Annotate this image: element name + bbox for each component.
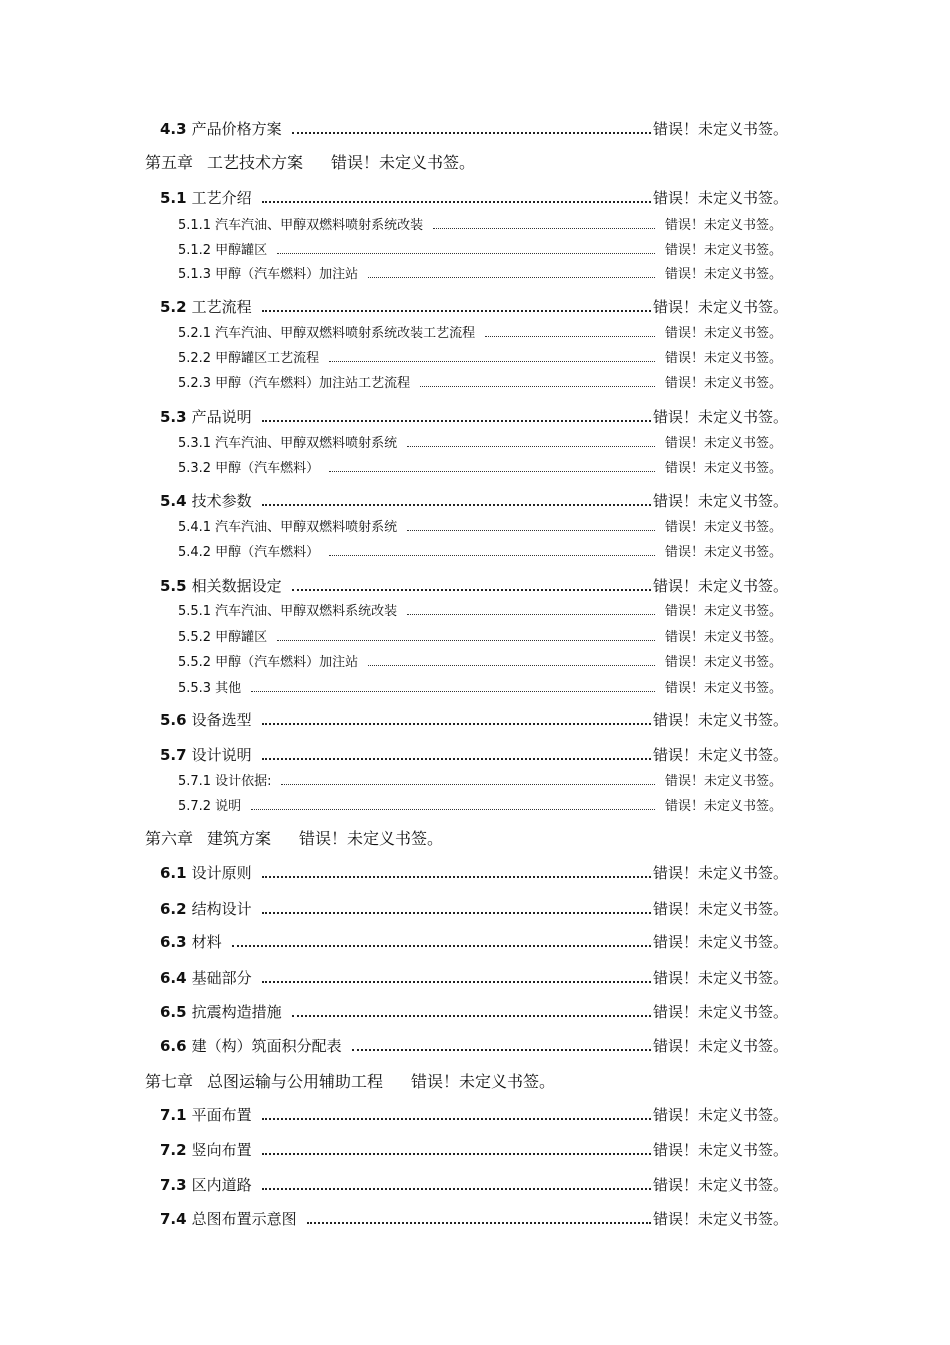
section-title: 技术参数 xyxy=(191,492,252,510)
section-title: 汽车汽油、甲醇双燃料喷射系统 xyxy=(215,436,398,451)
dot-leader xyxy=(262,504,651,506)
page-reference: 错误！未定义书签。 xyxy=(664,655,782,670)
section-title: 产品说明 xyxy=(191,408,252,426)
section-title: 设计说明 xyxy=(191,746,252,764)
page-reference: 错误！未定义书签。 xyxy=(652,577,788,595)
page-reference: 错误！未定义书签。 xyxy=(652,864,788,882)
page-reference: 错误！未定义书签。 xyxy=(652,492,788,510)
section-number: 6.5 xyxy=(160,1003,187,1021)
dot-leader xyxy=(485,336,655,337)
section-number: 5.4.1 xyxy=(178,520,212,535)
section-title: 结构设计 xyxy=(191,900,252,918)
toc-subsection[interactable] xyxy=(178,795,782,814)
page-reference: 错误！未定义书签。 xyxy=(664,799,782,814)
page-reference: 错误！未定义书签。 xyxy=(664,630,782,645)
section-number: 6.1 xyxy=(160,864,187,882)
toc-subsection[interactable] xyxy=(178,239,782,258)
toc-subsection[interactable] xyxy=(178,322,782,341)
dot-leader xyxy=(368,665,655,666)
section-number: 6.6 xyxy=(160,1037,187,1055)
dot-leader xyxy=(352,1049,651,1051)
toc-subsection[interactable] xyxy=(178,677,782,696)
toc-section[interactable] xyxy=(160,1139,788,1160)
section-number: 5.5 xyxy=(160,577,187,595)
page-reference: 错误！未定义书签。 xyxy=(664,604,782,619)
chapter-number: 第六章 xyxy=(145,829,194,848)
section-number: 5.1.2 xyxy=(178,243,212,258)
dot-leader xyxy=(262,876,651,878)
toc-section[interactable] xyxy=(160,931,788,952)
page-reference: 错误！未定义书签。 xyxy=(652,711,788,729)
section-title: 甲醇（汽车燃料）加注站 xyxy=(215,267,359,282)
page-reference: 错误！未定义书签。 xyxy=(664,267,782,282)
page-reference: 错误！未定义书签。 xyxy=(652,1176,788,1194)
toc-subsection[interactable] xyxy=(178,457,782,476)
page-reference: 错误！未定义书签。 xyxy=(331,153,476,172)
toc-section[interactable] xyxy=(160,118,788,139)
section-title: 基础部分 xyxy=(191,969,252,987)
section-number: 5.2 xyxy=(160,298,187,316)
section-number: 7.2 xyxy=(160,1141,187,1159)
section-number: 5.2.2 xyxy=(178,351,212,366)
section-number: 5.5.2 xyxy=(178,630,212,645)
page-reference: 错误！未定义书签。 xyxy=(652,1106,788,1124)
dot-leader xyxy=(262,912,651,914)
dot-leader xyxy=(277,640,655,641)
toc-subsection[interactable] xyxy=(178,347,782,366)
page-reference: 错误！未定义书签。 xyxy=(652,120,788,138)
toc-section[interactable] xyxy=(160,187,788,208)
section-title: 区内道路 xyxy=(191,1176,252,1194)
page-reference: 错误！未定义书签。 xyxy=(664,461,782,476)
page-reference: 错误！未定义书签。 xyxy=(664,520,782,535)
dot-leader xyxy=(251,809,655,810)
toc-subsection[interactable] xyxy=(178,214,782,233)
chapter-title: 工艺技术方案 xyxy=(207,153,304,172)
dot-leader xyxy=(329,471,655,472)
chapter-number: 第五章 xyxy=(145,153,194,172)
dot-leader xyxy=(262,1153,651,1155)
section-title: 建（构）筑面积分配表 xyxy=(191,1037,342,1055)
section-title: 甲醇罐区 xyxy=(215,630,268,645)
toc-section[interactable] xyxy=(160,898,788,919)
toc-subsection[interactable] xyxy=(178,372,782,391)
dot-leader xyxy=(292,589,651,591)
section-number: 6.4 xyxy=(160,969,187,987)
dot-leader xyxy=(262,201,651,203)
page-reference: 错误！未定义书签。 xyxy=(664,218,782,233)
page-reference: 错误！未定义书签。 xyxy=(652,969,788,987)
page-reference: 错误！未定义书签。 xyxy=(664,681,782,696)
section-number: 5.7.1 xyxy=(178,774,212,789)
dot-leader xyxy=(292,132,651,134)
dot-leader xyxy=(368,277,655,278)
dot-leader xyxy=(262,758,651,760)
section-number: 5.2.3 xyxy=(178,376,212,391)
toc-subsection[interactable] xyxy=(178,600,782,619)
page-reference: 错误！未定义书签。 xyxy=(664,243,782,258)
section-title: 甲醇（汽车燃料） xyxy=(215,461,320,476)
dot-leader xyxy=(433,228,655,229)
dot-leader xyxy=(292,1015,651,1017)
dot-leader xyxy=(262,1118,651,1120)
section-number: 5.7 xyxy=(160,746,187,764)
section-title: 设计依据: xyxy=(215,774,272,789)
toc-section[interactable] xyxy=(160,1208,788,1229)
section-number: 5.4.2 xyxy=(178,545,212,560)
section-title: 工艺流程 xyxy=(191,298,252,316)
section-number: 5.1 xyxy=(160,189,187,207)
section-title: 相关数据设定 xyxy=(191,577,282,595)
page-reference: 错误！未定义书签。 xyxy=(664,545,782,560)
toc-section[interactable] xyxy=(160,575,788,596)
section-number: 5.3.2 xyxy=(178,461,212,476)
dot-leader xyxy=(329,555,655,556)
section-title: 甲醇罐区 xyxy=(215,243,268,258)
page-reference: 错误！未定义书签。 xyxy=(652,1210,788,1228)
page-reference: 错误！未定义书签。 xyxy=(664,436,782,451)
dot-leader xyxy=(281,784,655,785)
toc-subsection[interactable] xyxy=(178,770,782,789)
dot-leader xyxy=(251,691,655,692)
page-reference: 错误！未定义书签。 xyxy=(299,829,444,848)
page-reference: 错误！未定义书签。 xyxy=(652,408,788,426)
toc-chapter[interactable] xyxy=(145,150,475,173)
page-reference: 错误！未定义书签。 xyxy=(664,376,782,391)
section-title: 抗震构造措施 xyxy=(191,1003,282,1021)
page-reference: 错误！未定义书签。 xyxy=(652,298,788,316)
toc-section[interactable] xyxy=(160,1174,788,1195)
toc-section[interactable] xyxy=(160,406,788,427)
section-number: 5.1.3 xyxy=(178,267,212,282)
toc-subsection[interactable] xyxy=(178,516,782,535)
section-number: 5.6 xyxy=(160,711,187,729)
toc-section[interactable] xyxy=(160,1104,788,1125)
section-number: 5.2.1 xyxy=(178,326,212,341)
dot-leader xyxy=(307,1222,651,1224)
page-reference: 错误！未定义书签。 xyxy=(652,900,788,918)
page-reference: 错误！未定义书签。 xyxy=(652,1003,788,1021)
toc-section[interactable] xyxy=(160,296,788,317)
dot-leader xyxy=(420,386,655,387)
toc-section[interactable] xyxy=(160,744,788,765)
dot-leader xyxy=(407,530,655,531)
toc-section[interactable] xyxy=(160,967,788,988)
toc-section[interactable] xyxy=(160,490,788,511)
toc-section[interactable] xyxy=(160,1001,788,1022)
dot-leader xyxy=(407,446,655,447)
chapter-title: 建筑方案 xyxy=(207,829,272,848)
toc-chapter[interactable] xyxy=(145,826,443,849)
section-title: 平面布置 xyxy=(191,1106,252,1124)
section-number: 7.3 xyxy=(160,1176,187,1194)
section-title: 汽车汽油、甲醇双燃料系统改装 xyxy=(215,604,398,619)
page-reference: 错误！未定义书签。 xyxy=(411,1072,556,1091)
section-title: 设备选型 xyxy=(191,711,252,729)
section-number: 7.4 xyxy=(160,1210,187,1228)
page-reference: 错误！未定义书签。 xyxy=(652,1141,788,1159)
section-title: 甲醇（汽车燃料）加注站 xyxy=(215,655,359,670)
section-title: 竖向布置 xyxy=(191,1141,252,1159)
section-number: 7.1 xyxy=(160,1106,187,1124)
section-title: 产品价格方案 xyxy=(191,120,282,138)
page-reference: 错误！未定义书签。 xyxy=(652,189,788,207)
toc-subsection[interactable] xyxy=(178,651,782,670)
section-title: 工艺介绍 xyxy=(191,189,252,207)
section-number: 6.2 xyxy=(160,900,187,918)
dot-leader xyxy=(262,981,651,983)
section-number: 5.4 xyxy=(160,492,187,510)
section-title: 汽车汽油、甲醇双燃料喷射系统 xyxy=(215,520,398,535)
page-reference: 错误！未定义书签。 xyxy=(652,746,788,764)
section-title: 甲醇罐区工艺流程 xyxy=(215,351,320,366)
toc-subsection[interactable] xyxy=(178,263,782,282)
section-number: 5.1.1 xyxy=(178,218,212,233)
section-number: 5.5.1 xyxy=(178,604,212,619)
page-reference: 错误！未定义书签。 xyxy=(652,1037,788,1055)
page-reference: 错误！未定义书签。 xyxy=(664,351,782,366)
toc-subsection[interactable] xyxy=(178,626,782,645)
toc-section[interactable] xyxy=(160,709,788,730)
dot-leader xyxy=(329,361,655,362)
dot-leader xyxy=(262,723,651,725)
toc-subsection[interactable] xyxy=(178,432,782,451)
section-title: 汽车汽油、甲醇双燃料喷射系统改装工艺流程 xyxy=(215,326,476,341)
page-reference: 错误！未定义书签。 xyxy=(664,774,782,789)
section-title: 设计原则 xyxy=(191,864,252,882)
section-title: 汽车汽油、甲醇双燃料喷射系统改装 xyxy=(215,218,424,233)
dot-leader xyxy=(232,945,651,947)
dot-leader xyxy=(262,1188,651,1190)
dot-leader xyxy=(262,420,651,422)
section-title: 总图布置示意图 xyxy=(191,1210,297,1228)
section-title: 说明 xyxy=(215,799,242,814)
page-reference: 错误！未定义书签。 xyxy=(664,326,782,341)
section-title: 甲醇（汽车燃料） xyxy=(215,545,320,560)
section-number: 5.3.1 xyxy=(178,436,212,451)
dot-leader xyxy=(407,614,655,615)
dot-leader xyxy=(262,310,651,312)
section-number: 5.3 xyxy=(160,408,187,426)
section-number: 4.3 xyxy=(160,120,187,138)
dot-leader xyxy=(277,253,655,254)
section-title: 其他 xyxy=(215,681,242,696)
toc-subsection[interactable] xyxy=(178,541,782,560)
chapter-title: 总图运输与公用辅助工程 xyxy=(207,1072,384,1091)
section-number: 5.7.2 xyxy=(178,799,212,814)
toc-section[interactable] xyxy=(160,1035,788,1056)
section-number: 5.5.3 xyxy=(178,681,212,696)
section-number: 6.3 xyxy=(160,933,187,951)
chapter-number: 第七章 xyxy=(145,1072,194,1091)
page-reference: 错误！未定义书签。 xyxy=(652,933,788,951)
section-title: 材料 xyxy=(191,933,222,951)
toc-chapter[interactable] xyxy=(145,1069,555,1092)
toc-section[interactable] xyxy=(160,862,788,883)
section-title: 甲醇（汽车燃料）加注站工艺流程 xyxy=(215,376,411,391)
section-number: 5.5.2 xyxy=(178,655,212,670)
